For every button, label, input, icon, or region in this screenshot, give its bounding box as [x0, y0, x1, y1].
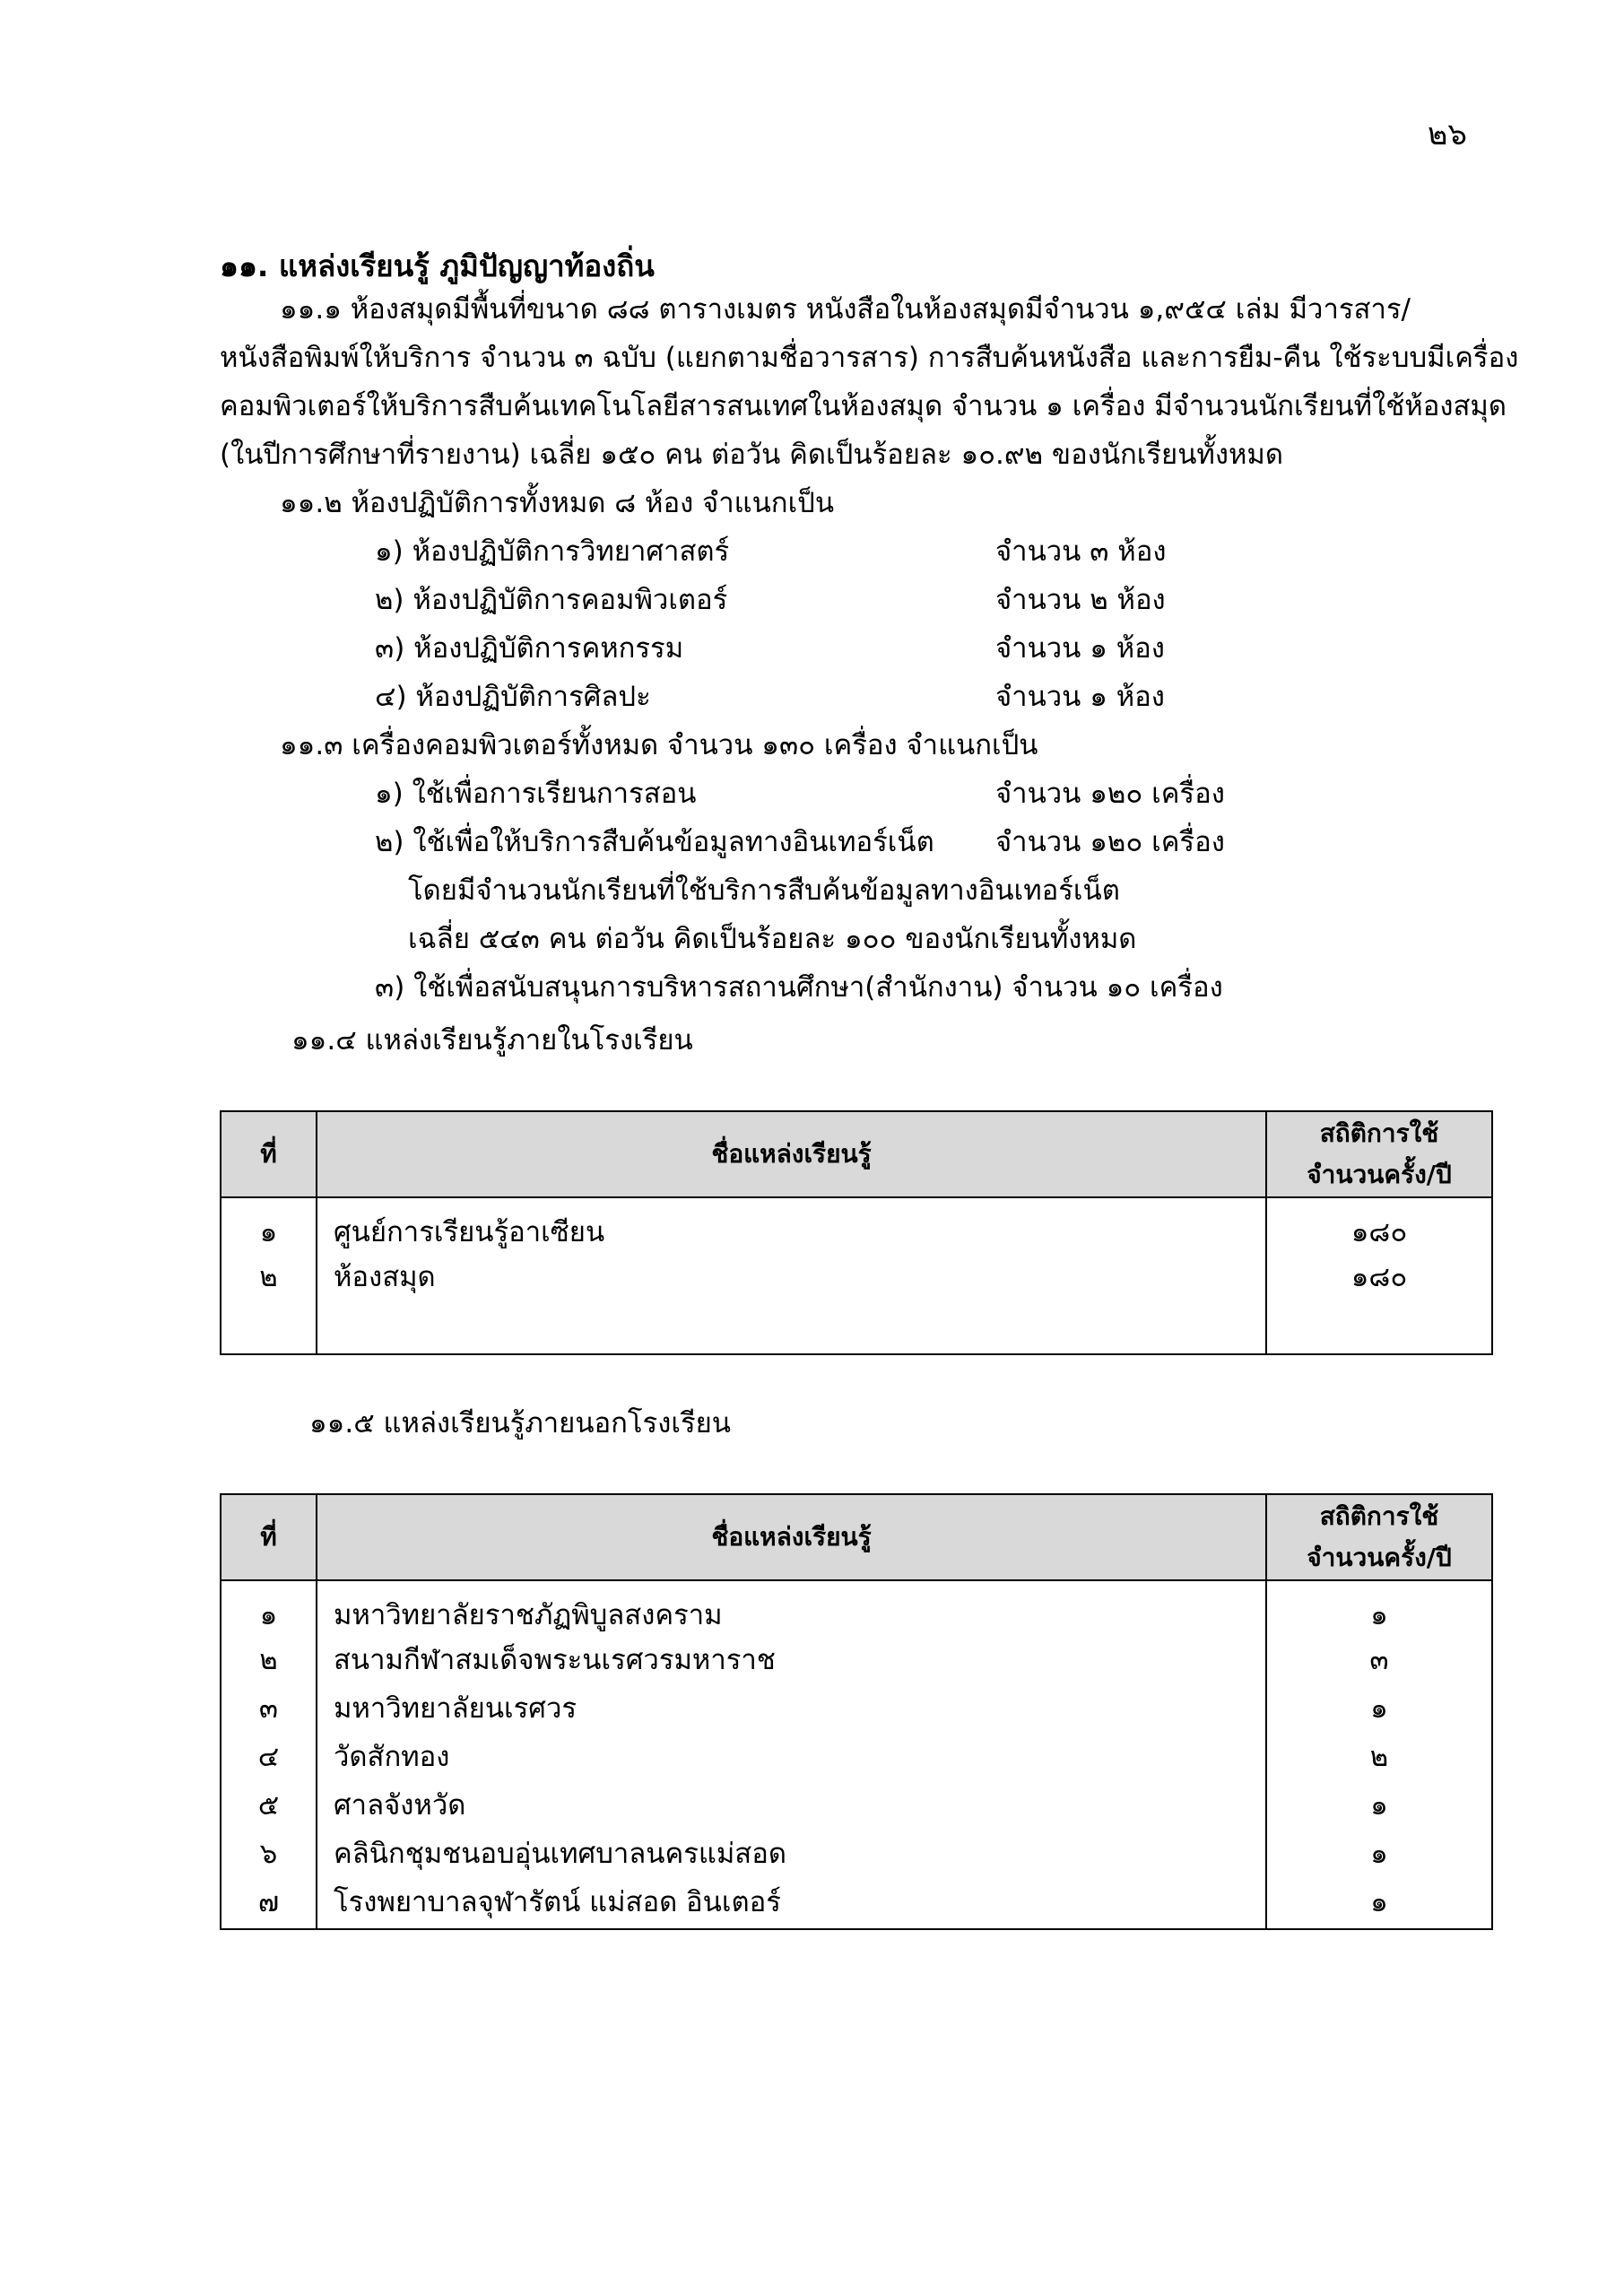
row-name: โรงพยาบาลจุฬารัตน์ แม่สอด อินเตอร์ [317, 1879, 1266, 1929]
header-stat-line-2: จำนวนครั้ง/ปี [1307, 1160, 1452, 1189]
row-no: ๔ [221, 1734, 317, 1782]
computer-count-2: จำนวน ๑๒๐ เครื่อง [995, 826, 1225, 858]
inside-heading: ๑๑.๔ แหล่งเรียนรู้ภายในโรงเรียน [291, 1024, 693, 1057]
row-stat: ๑๘๐ [1266, 1197, 1492, 1254]
row-no: ๑ [221, 1197, 317, 1254]
outside-table [220, 1493, 1493, 1930]
header-name: ชื่อแหล่งเรียนรู้ [317, 1111, 1266, 1197]
row-name: ห้องสมุด [317, 1254, 1266, 1354]
computers-heading: ๑๑.๓ เครื่องคอมพิวเตอร์ทั้งหมด จำนวน ๑๓๐ เครื่อง จำแนกเป็น [280, 729, 1038, 761]
table-row [221, 1831, 1492, 1879]
row-no: ๒ [221, 1254, 317, 1354]
row-name: มหาวิทยาลัยนเรศวร [317, 1685, 1266, 1734]
lab-count-2: จำนวน ๒ ห้อง [995, 584, 1166, 616]
library-line-1: ๑๑.๑ ห้องสมุดมีพื้นที่ขนาด ๘๘ ตารางเมตร หนังสือในห้องสมุดมีจำนวน ๑,๙๕๔ เล่ม มีวารสาร/ [280, 293, 1411, 326]
computer-note-1: โดยมีจำนวนนักเรียนที่ใช้บริการสืบค้นข้อมูลทางอินเทอร์เน็ต [408, 874, 1120, 907]
row-stat: ๑ [1266, 1879, 1492, 1929]
row-name: มหาวิทยาลัยราชภัฏพิบูลสงคราม [317, 1580, 1266, 1637]
row-no: ๒ [221, 1637, 317, 1685]
library-line-3: คอมพิวเตอร์ให้บริการสืบค้นเทคโนโลยีสารสนเทศในห้องสมุด จำนวน ๑ เครื่อง มีจำนวนนักเรียนที่ใช้ห้องสมุด [220, 390, 1507, 422]
header-no: ที่ [221, 1111, 317, 1197]
lab-item-1: ๑) ห้องปฏิบัติการวิทยาศาสตร์ [375, 535, 730, 568]
lab-count-4: จำนวน ๑ ห้อง [995, 681, 1165, 713]
lab-item-4: ๔) ห้องปฏิบัติการศิลปะ [375, 681, 651, 713]
table-row [221, 1782, 1492, 1831]
row-name: วัดสักทอง [317, 1734, 1266, 1782]
row-stat: ๑ [1266, 1685, 1492, 1734]
row-no: ๕ [221, 1782, 317, 1831]
row-no: ๑ [221, 1580, 317, 1637]
lab-count-3: จำนวน ๑ ห้อง [995, 632, 1165, 665]
table-row [221, 1879, 1492, 1929]
lab-item-3: ๓) ห้องปฏิบัติการคหกรรม [375, 632, 684, 665]
row-stat: ๓ [1266, 1637, 1492, 1685]
row-name: ศาลจังหวัด [317, 1782, 1266, 1831]
table-row [221, 1197, 1492, 1254]
row-no: ๗ [221, 1879, 317, 1929]
row-stat: ๑ [1266, 1782, 1492, 1831]
computer-item-1: ๑) ใช้เพื่อการเรียนการสอน [375, 778, 697, 810]
inside-table-header [221, 1111, 1492, 1197]
header-stat [1266, 1494, 1492, 1580]
library-line-4: (ในปีการศึกษาที่รายงาน) เฉลี่ย ๑๕๐ คน ต่อวัน คิดเป็นร้อยละ ๑๐.๙๒ ของนักเรียนทั้งหมด [220, 439, 1283, 471]
computer-count-1: จำนวน ๑๒๐ เครื่อง [995, 778, 1225, 810]
row-name: คลินิกชุมชนอบอุ่นเทศบาลนครแม่สอด [317, 1831, 1266, 1879]
computer-item-2: ๒) ใช้เพื่อให้บริการสืบค้นข้อมูลทางอินเทอร์เน็ต [375, 826, 934, 858]
outside-heading: ๑๑.๕ แหล่งเรียนรู้ภายนอกโรงเรียน [309, 1407, 731, 1439]
header-name: ชื่อแหล่งเรียนรู้ [317, 1494, 1266, 1580]
row-stat: ๑ [1266, 1831, 1492, 1879]
lab-count-1: จำนวน ๓ ห้อง [995, 535, 1167, 568]
row-no: ๓ [221, 1685, 317, 1734]
row-name: สนามกีฬาสมเด็จพระนเรศวรมหาราช [317, 1637, 1266, 1685]
outside-table-header [221, 1494, 1492, 1580]
inside-table [220, 1110, 1493, 1355]
row-stat: ๑ [1266, 1580, 1492, 1637]
library-line-2: หนังสือพิมพ์ให้บริการ จำนวน ๓ ฉบับ (แยกตามชื่อวารสาร) การสืบค้นหนังสือ และการยืม-คืน ใช้ระบบมีเครื่อง [220, 342, 1519, 374]
page-number: ๒๖ [1428, 117, 1467, 152]
labs-heading: ๑๑.๒ ห้องปฏิบัติการทั้งหมด ๘ ห้อง จำแนกเป็น [280, 487, 835, 519]
computer-item-3: ๓) ใช้เพื่อสนับสนุนการบริหารสถานศึกษา(สำนักงาน) จำนวน ๑๐ เครื่อง [375, 971, 1223, 1004]
header-stat-line-1: สถิติการใช้ [1319, 1501, 1439, 1531]
table-row [221, 1685, 1492, 1734]
row-name: ศูนย์การเรียนรู้อาเซียน [317, 1197, 1266, 1254]
table-row [221, 1254, 1492, 1354]
computer-note-2: เฉลี่ย ๕๔๓ คน ต่อวัน คิดเป็นร้อยละ ๑๐๐ ของนักเรียนทั้งหมด [408, 923, 1137, 955]
header-stat [1266, 1111, 1492, 1197]
lab-item-2: ๒) ห้องปฏิบัติการคอมพิวเตอร์ [375, 584, 728, 616]
row-no: ๖ [221, 1831, 317, 1879]
header-no: ที่ [221, 1494, 317, 1580]
row-stat: ๒ [1266, 1734, 1492, 1782]
section-title: ๑๑. แหล่งเรียนรู้ ภูมิปัญญาท้องถิ่น [220, 248, 655, 283]
row-stat: ๑๘๐ [1266, 1254, 1492, 1354]
table-row [221, 1580, 1492, 1637]
table-row [221, 1637, 1492, 1685]
header-stat-line-2: จำนวนครั้ง/ปี [1307, 1543, 1452, 1572]
header-stat-line-1: สถิติการใช้ [1319, 1118, 1439, 1148]
table-row [221, 1734, 1492, 1782]
